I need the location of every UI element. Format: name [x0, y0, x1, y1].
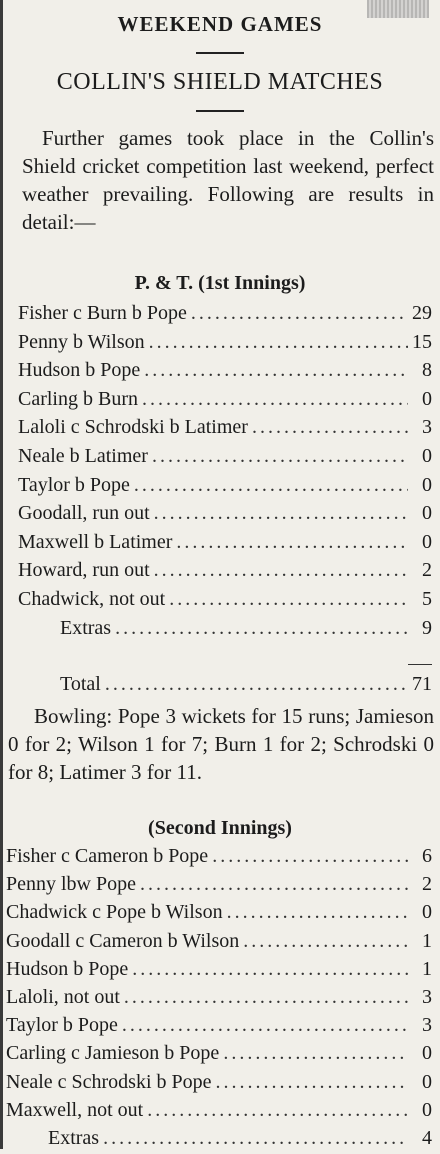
- runs-score: 0: [422, 1098, 432, 1121]
- runs-score: 8: [422, 359, 432, 382]
- leader-dots: [227, 901, 408, 924]
- leader-dots: [103, 1127, 408, 1150]
- batsman-dismissal: Goodall c Cameron b Wilson: [6, 929, 240, 952]
- runs-score: 4: [422, 1127, 432, 1149]
- runs-score: 29: [412, 302, 432, 324]
- runs-score: 0: [422, 387, 432, 410]
- batsman-dismissal: Carling b Burn: [18, 387, 138, 410]
- runs-score: 3: [422, 986, 432, 1008]
- runs-score: 9: [422, 616, 432, 639]
- scorecard-row: [60, 617, 432, 644]
- batsman-dismissal: Laloli, not out: [6, 986, 120, 1008]
- leader-dots: [142, 388, 408, 411]
- batsman-dismissal: Taylor b Pope: [6, 1014, 118, 1037]
- first-innings-heading: P. & T. (1st Innings): [134, 272, 306, 294]
- batsman-dismissal: Howard, run out: [18, 559, 150, 582]
- leader-dots: [115, 617, 408, 640]
- batsman-dismissal: Taylor b Pope: [18, 473, 130, 496]
- leader-dots: [134, 474, 408, 497]
- runs-score: 0: [422, 473, 432, 496]
- scorecard-row: [18, 559, 432, 586]
- batsman-dismissal: Extras: [48, 1127, 100, 1149]
- leader-dots: [149, 331, 408, 354]
- batsman-dismissal: Maxwell, not out: [6, 1098, 144, 1121]
- scorecard-row: [6, 930, 432, 957]
- batsman-dismissal: Penny b Wilson: [18, 330, 145, 353]
- scorecard-row: [6, 986, 432, 1013]
- column-rule: [0, 0, 3, 1149]
- leader-dots: [105, 673, 408, 696]
- runs-score: 3: [422, 1014, 432, 1037]
- leader-dots: [154, 559, 408, 582]
- runs-score: 15: [412, 330, 432, 353]
- scorecard-row: [6, 958, 432, 985]
- scorecard-row: [18, 474, 432, 501]
- leader-dots: [252, 416, 408, 439]
- runs-score: 0: [422, 502, 432, 525]
- scorecard-row: [6, 1071, 432, 1098]
- headline: WEEKEND GAMES: [117, 12, 323, 36]
- batsman-dismissal: Neale c Schrodski b Pope: [6, 1070, 212, 1093]
- scorecard-row: [6, 1042, 432, 1069]
- total-label: Total: [60, 673, 101, 695]
- leader-dots: [169, 588, 408, 611]
- leader-dots: [243, 930, 408, 953]
- batsman-dismissal: Chadwick, not out: [18, 588, 166, 610]
- total-row: [60, 673, 432, 700]
- scorecard-row: [18, 531, 432, 558]
- runs-score: 2: [422, 873, 432, 896]
- leader-dots: [152, 445, 408, 468]
- second-innings-heading: (Second Innings): [148, 817, 292, 839]
- scorecard-row: [18, 359, 432, 386]
- leader-dots: [223, 1042, 408, 1065]
- scorecard-row: [18, 302, 432, 329]
- scorecard-row: [18, 388, 432, 415]
- leader-dots: [176, 531, 408, 554]
- leader-dots: [140, 873, 408, 896]
- scorecard-row: [6, 845, 432, 872]
- runs-score: 3: [422, 416, 432, 439]
- runs-score: 2: [422, 559, 432, 582]
- batsman-dismissal: Neale b Latimer: [18, 445, 148, 467]
- leader-dots: [212, 845, 408, 868]
- scorecard-row: [18, 416, 432, 443]
- runs-score: 5: [422, 588, 432, 610]
- runs-score: 0: [422, 445, 432, 467]
- total-score: 71: [412, 673, 432, 695]
- total-rule: [408, 664, 432, 665]
- runs-score: 1: [422, 929, 432, 952]
- scorecard-row: [6, 901, 432, 928]
- intro-paragraph: Further games took place in the Collin's Shield cricket competition last weekend, perfect weather prevailing. Following are results in detail:—: [22, 126, 434, 234]
- batsman-dismissal: Fisher c Cameron b Pope: [6, 845, 209, 867]
- batsman-dismissal: Extras: [60, 616, 112, 639]
- scorecard-row: [6, 1099, 432, 1126]
- scorecard-row: [18, 588, 432, 615]
- scorecard-row: [6, 873, 432, 900]
- scorecard-row: [18, 331, 432, 358]
- leader-dots: [147, 1099, 408, 1122]
- leader-dots: [191, 302, 408, 325]
- batsman-dismissal: Fisher c Burn b Pope: [18, 302, 187, 324]
- scorecard-row: [6, 1014, 432, 1041]
- leader-dots: [144, 359, 408, 382]
- leader-dots: [216, 1071, 408, 1094]
- leader-dots: [122, 1014, 408, 1037]
- runs-score: 1: [422, 957, 432, 980]
- batsman-dismissal: Hudson b Pope: [6, 957, 129, 980]
- subheadline: COLLIN'S SHIELD MATCHES: [56, 69, 384, 95]
- runs-score: 0: [422, 1042, 432, 1065]
- leader-dots: [124, 986, 408, 1009]
- batsman-dismissal: Penny lbw Pope: [6, 873, 136, 896]
- leader-dots: [154, 502, 408, 525]
- bowling-summary: Bowling: Pope 3 wickets for 15 runs; Jamieson 0 for 2; Wilson 1 for 7; Burn 1 for 2; Schrodski 0 for 8; Latimer 3 for 11.: [8, 704, 434, 784]
- runs-score: 0: [422, 901, 432, 924]
- batsman-dismissal: Laloli c Schrodski b Latimer: [18, 416, 248, 439]
- batsman-dismissal: Maxwell b Latimer: [18, 530, 173, 553]
- leader-dots: [132, 958, 408, 981]
- scorecard-row: [18, 502, 432, 529]
- batsman-dismissal: Carling c Jamieson b Pope: [6, 1042, 220, 1065]
- scorecard-row: [18, 445, 432, 472]
- batsman-dismissal: Chadwick c Pope b Wilson: [6, 901, 223, 924]
- scorecard-row: [48, 1127, 432, 1154]
- runs-score: 0: [422, 1070, 432, 1093]
- runs-score: 6: [422, 845, 432, 867]
- headline-divider: [196, 52, 244, 54]
- runs-score: 0: [422, 530, 432, 553]
- batsman-dismissal: Goodall, run out: [18, 502, 150, 525]
- batsman-dismissal: Hudson b Pope: [18, 359, 141, 382]
- subheadline-divider: [196, 110, 244, 112]
